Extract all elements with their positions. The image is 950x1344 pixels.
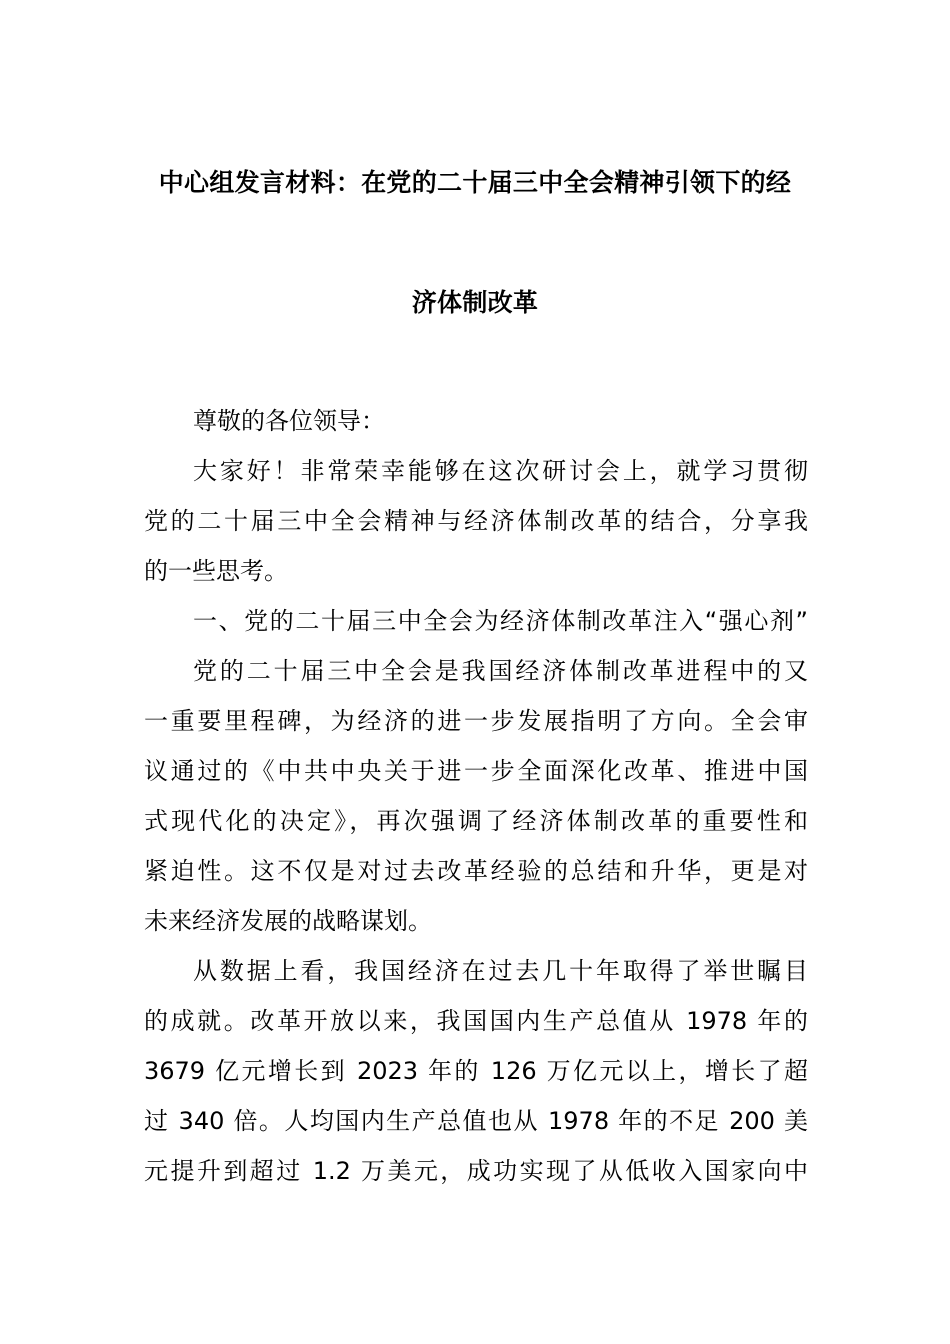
body-line: 议通过的《中共中央关于进一步全面深化改革、推进中国 — [144, 757, 808, 785]
body-line: 一重要里程碑，为经济的进一步发展指明了方向。全会审 — [144, 707, 808, 735]
body-line: 3679 亿元增长到 2023 年的 126 万亿元以上，增长了超 — [144, 1057, 808, 1085]
body-line: 紧迫性。这不仅是对过去改革经验的总结和升华，更是对 — [144, 857, 808, 885]
section-heading: 一、党的二十届三中全会为经济体制改革注入“强心剂” — [193, 607, 808, 635]
body-line: 党的二十届三中全会精神与经济体制改革的结合，分享我 — [144, 507, 808, 535]
body-line: 大家好！非常荣幸能够在这次研讨会上，就学习贯彻 — [193, 457, 808, 485]
body-line: 党的二十届三中全会是我国经济体制改革进程中的又 — [193, 657, 808, 685]
body-line: 元提升到超过 1.2 万美元，成功实现了从低收入国家向中 — [144, 1157, 808, 1185]
salutation: 尊敬的各位领导： — [193, 407, 385, 435]
document-title-line-2: 济体制改革 — [411, 288, 539, 317]
body-line: 过 340 倍。人均国内生产总值也从 1978 年的不足 200 美 — [144, 1107, 808, 1135]
body-line: 的成就。改革开放以来，我国国内生产总值从 1978 年的 — [144, 1007, 808, 1035]
body-line: 从数据上看，我国经济在过去几十年取得了举世瞩目 — [193, 957, 808, 985]
body-line: 式现代化的决定》，再次强调了经济体制改革的重要性和 — [144, 807, 808, 835]
body-line: 的一些思考。 — [144, 557, 288, 585]
document-title-line-1: 中心组发言材料：在党的二十届三中全会精神引领下的经 — [158, 168, 792, 197]
body-line: 未来经济发展的战略谋划。 — [144, 907, 432, 935]
